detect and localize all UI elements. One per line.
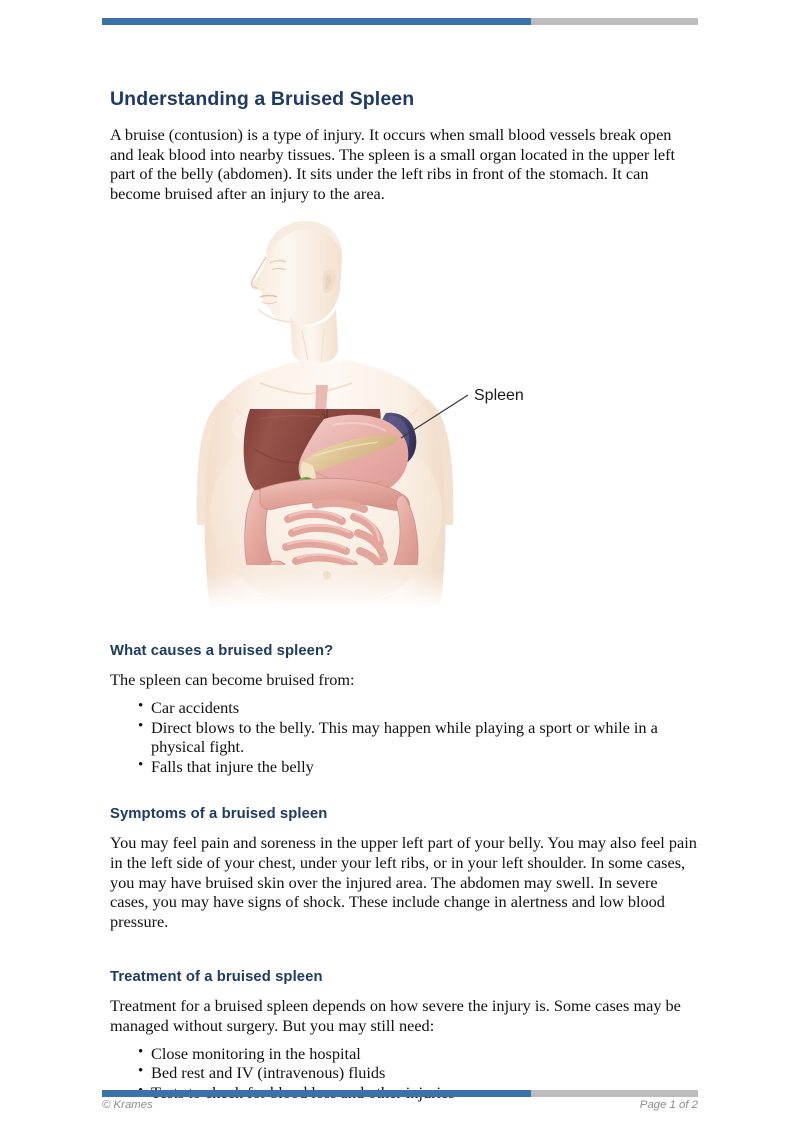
spacer-before-treatment bbox=[110, 939, 698, 969]
section-treatment bbox=[110, 969, 698, 1102]
spacer-before-symptoms bbox=[110, 776, 698, 806]
anatomy-illustration-figure bbox=[110, 213, 698, 609]
document-body bbox=[110, 88, 698, 1102]
header-divider-rule bbox=[102, 18, 698, 25]
illustration-bottom-fade bbox=[170, 513, 500, 609]
section-causes-list bbox=[110, 698, 698, 776]
header-rule-blue-segment bbox=[102, 18, 531, 25]
page-footer bbox=[102, 1099, 698, 1111]
footer-copyright: © Krames bbox=[102, 1099, 153, 1111]
page-title: Understanding a Bruised Spleen bbox=[110, 88, 415, 110]
section-symptoms bbox=[110, 806, 698, 931]
list-item: • Close monitoring in the hospital bbox=[138, 1044, 698, 1064]
section-treatment-heading: Treatment of a bruised spleen bbox=[110, 969, 323, 986]
section-treatment-paragraph: Treatment for a bruised spleen depends on how severe the injury is. Some cases may be managed without surgery. But you may still need: bbox=[110, 996, 681, 1035]
spleen-label: Spleen bbox=[474, 387, 524, 405]
footer-page-indicator: Page 1 of 2 bbox=[639, 1099, 698, 1111]
section-symptoms-paragraph: You may feel pain and soreness in the upper left part of your belly. You may also feel pain in the left side of your chest, under your left ribs, or in your left shoulder. In some cases, you may have bruised skin over the injured area. The abdomen may swell. In severe cases, you may have signs of shock. These include change in alertness and low blood pressure. bbox=[110, 833, 697, 931]
footer-rule-gray-segment bbox=[531, 1090, 698, 1097]
anatomy-torso-spleen-svg bbox=[110, 213, 698, 609]
header-rule-gray-segment bbox=[531, 18, 698, 25]
section-causes-heading: What causes a bruised spleen? bbox=[110, 643, 334, 660]
list-item: • Falls that injure the belly bbox=[138, 757, 698, 777]
list-item: • Car accidents bbox=[138, 698, 698, 718]
list-item: • Direct blows to the belly. This may happen while playing a sport or while in a physical fight. bbox=[138, 718, 698, 757]
section-causes-paragraph: The spleen can become bruised from: bbox=[110, 670, 355, 690]
section-symptoms-heading: Symptoms of a bruised spleen bbox=[110, 806, 328, 823]
list-item: • Bed rest and IV (intravenous) fluids bbox=[138, 1063, 698, 1083]
footer-divider-rule bbox=[102, 1090, 698, 1097]
spacer-before-causes bbox=[110, 609, 698, 643]
intro-paragraph: A bruise (contusion) is a type of injury. It occurs when small blood vessels break open and leak blood into nearby tissues. The spleen is a small organ located in the upper left part of the belly (abdomen). It sits under the left ribs in front of the stomach. It can become bruised after an injury to the area. bbox=[110, 125, 676, 203]
section-causes bbox=[110, 643, 698, 776]
figure-head bbox=[251, 221, 342, 325]
footer-rule-blue-segment bbox=[102, 1090, 531, 1097]
